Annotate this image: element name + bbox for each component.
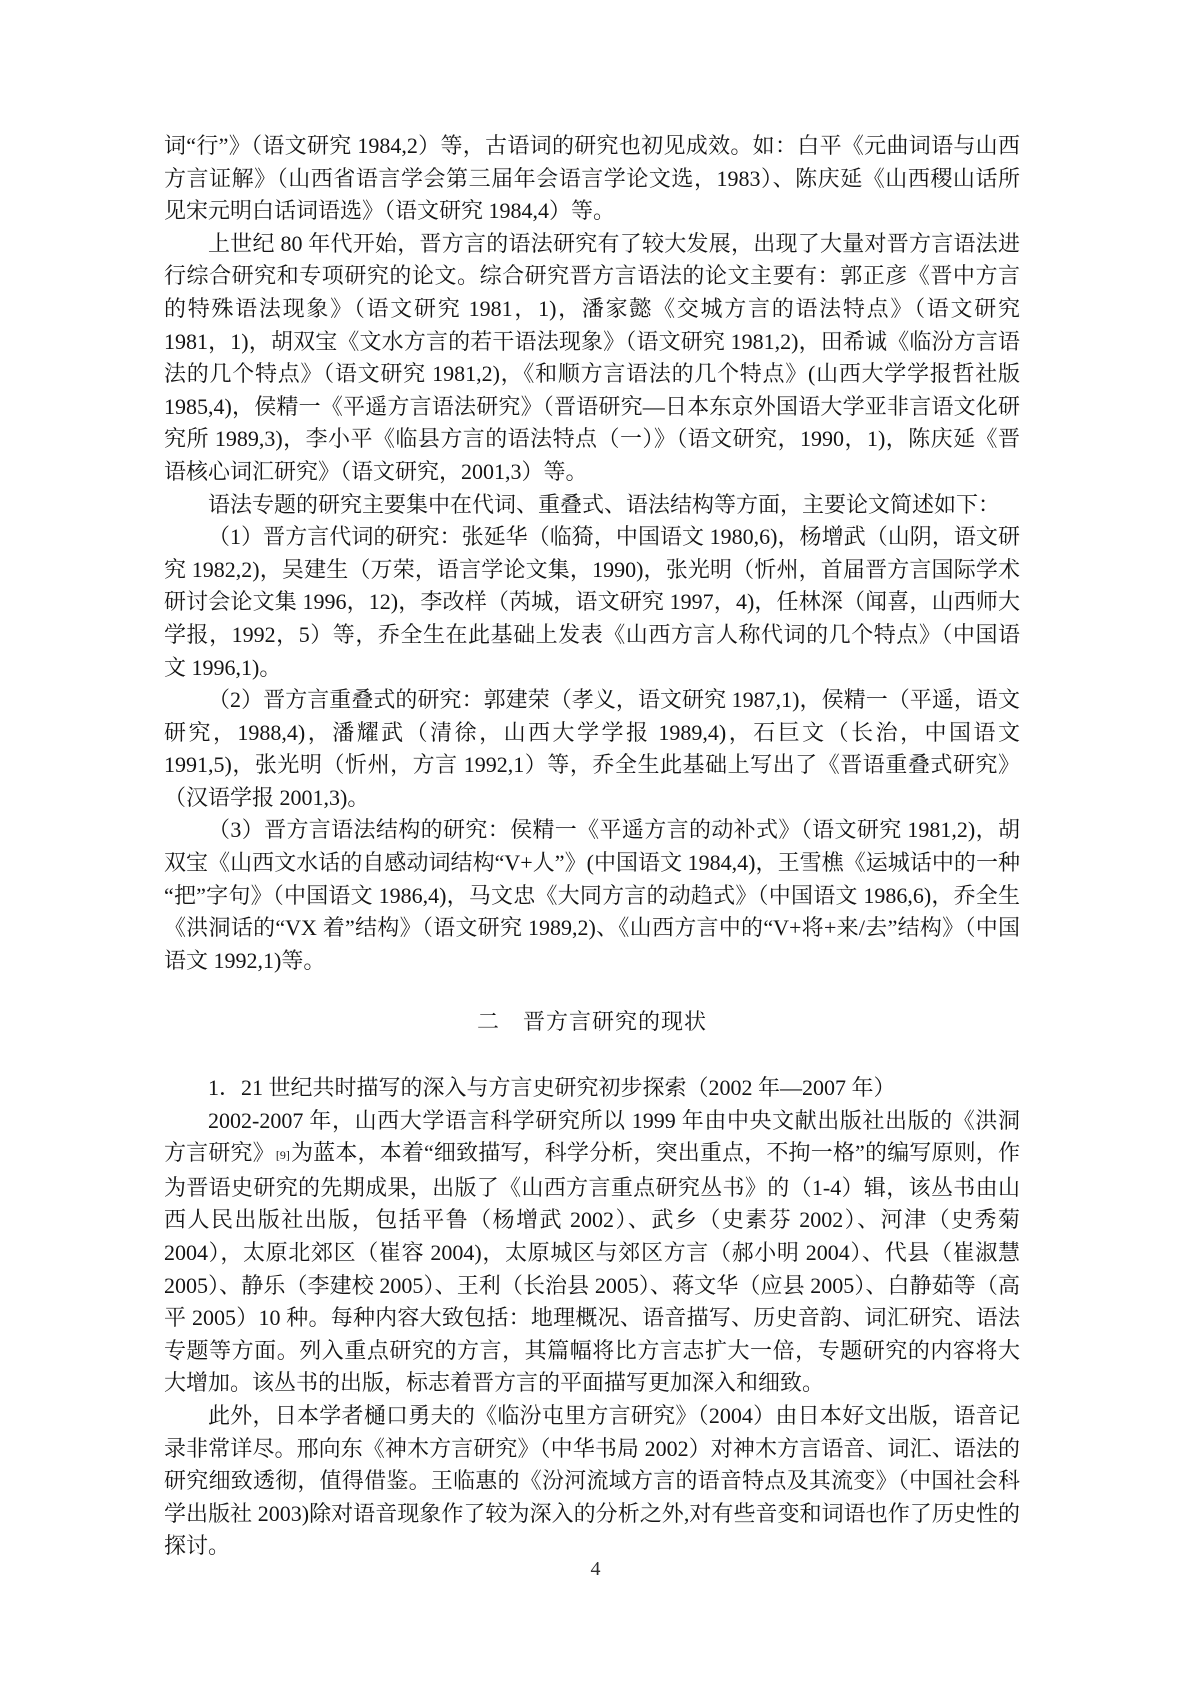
paragraph-text-after-ref: 为蓝本，本着“细致描写，科学分析，突出重点，不拘一格”的编写原则，作为晋语史研究的先期成果，出版了《山西方言重点研究丛书》的（1-4）辑，该丛书由山西人民出版社出版，包括平鲁（杨增武 2002）、武乡（史素芬 2002）、河津（史秀菊 2004），太原北郊区（崔容 2004)，太原城区与郊区方言（郝小明 2004）、代县（崔淑慧 2005）、静乐（李建校 2005）、王利（长治县 2005）、蒋文华（应县 2005）、白静茹等（高平 2005）10 种。每种内容大致包括：地理概况、语音描写、历史音韵、词汇研究、语法专题等方面。列入重点研究的方言，其篇幅将比方言志扩大一倍，专题研究的内容将大大增加。该丛书的出版，标志着晋方言的平面描写更加深入和细致。	[164, 1140, 1020, 1396]
paragraph-topics-intro: 语法专题的研究主要集中在代词、重叠式、语法结构等方面，主要论文简述如下：	[208, 491, 1001, 517]
page-content	[164, 130, 1020, 1563]
paragraph-grammar-overview: 上世纪 80 年代开始，晋方言的语法研究有了较大发展，出现了大量对晋方言语法进行综合研究和专项研究的论文。综合研究晋方言语法的论文主要有：郭正彦《晋中方言的特殊语法现象》（语文研究 1981，1)，潘家懿《交城方言的语法特点》（语文研究 1981，1)，胡双宝《文水方言的若干语法现象》（语文研究 1981,2)，田希诚《临汾方言语法的几个特点》（语文研究 1981,2)，《和顺方言语法的几个特点》(山西大学学报哲社版 1985,4)，侯精一《平遥方言语法研究》（晋语研究—日本东京外国语大学亚非言语文化研究所 1989,3)，李小平《临县方言的语法特点（一）》（语文研究，1990，1)，陈庆延《晋语核心词汇研究》（语文研究，2001,3）等。	[164, 230, 1020, 484]
subsection-heading: 1．21 世纪共时描写的深入与方言史研究初步探索（2002 年—2007 年）	[208, 1075, 896, 1101]
paragraph-structure-studies: （3）晋方言语法结构的研究：侯精一《平遥方言的动补式》（语文研究 1981,2)，胡双宝《山西文水话的自感动词结构“V+人”》(中国语文 1984,4)，王雪樵《运城话中的一种“把”字句》（中国语文 1986,4)，马文忠《大同方言的动趋式》（中国语文 1986,6)，乔全生《洪洞话的“VX 着”结构》（语文研究 1989,2)、《山西方言中的“V+将+来/去”结构》（中国语文 1992,1)等。	[164, 817, 1020, 973]
paragraph-pronoun-studies: （1）晋方言代词的研究：张延华（临猗，中国语文 1980,6)，杨增武（山阴，语文研究 1982,2)，吴建生（万荣，语言学论文集，1990)，张光明（忻州，首届晋方言国际学术研讨会论文集 1996，12)，李改样（芮城，语文研究 1997，4)，任林深（闻喜，山西师大学报，1992，5）等，乔全生在此基础上发表《山西方言人称代词的几个特点》（中国语文 1996,1)。	[164, 524, 1020, 680]
paragraph-continuation: 词“行”》（语文研究 1984,2）等，古语词的研究也初见成效。如：白平《元曲词语与山西方言证解》（山西省语言学会第三届年会语言学论文选，1983）、陈庆延《山西稷山话所见宋元明白话词语选》（语文研究 1984,4）等。	[164, 133, 1020, 224]
paragraph-other-works: 此外，日本学者樋口勇夫的《临汾屯里方言研究》（2004）由日本好文出版，语音记录非常详尽。邢向东《神木方言研究》（中华书局 2002）对神木方言语音、词汇、语法的研究细致透彻，值得借鉴。王临惠的《汾河流域方言的语音特点及其流变》（中国社会科学出版社 2003)除对语音现象作了较为深入的分析之外,对有些音变和词语也作了历史性的探讨。	[164, 1402, 1020, 1559]
paragraph-series-publication	[164, 1105, 1020, 1400]
section-heading: 二 晋方言研究的现状	[476, 1009, 707, 1035]
footnote-reference-9: [9]	[275, 1148, 290, 1163]
page-number: 4	[590, 1558, 601, 1580]
paragraph-text-before-ref: 2002-2007 年，山西大学语言科学研究所以 1999 年由中央文献出版社出版的《洪洞方言研究》	[164, 1107, 1020, 1166]
paragraph-reduplication-studies: （2）晋方言重叠式的研究：郭建荣（孝义，语文研究 1987,1)，侯精一（平遥，语文研究，1988,4)，潘耀武（清徐，山西大学学报 1989,4)，石巨文（长治，中国语文 1991,5)，张光明（忻州，方言 1992,1）等，乔全生此基础上写出了《晋语重叠式研究》（汉语学报 2001,3)。	[164, 687, 1020, 810]
